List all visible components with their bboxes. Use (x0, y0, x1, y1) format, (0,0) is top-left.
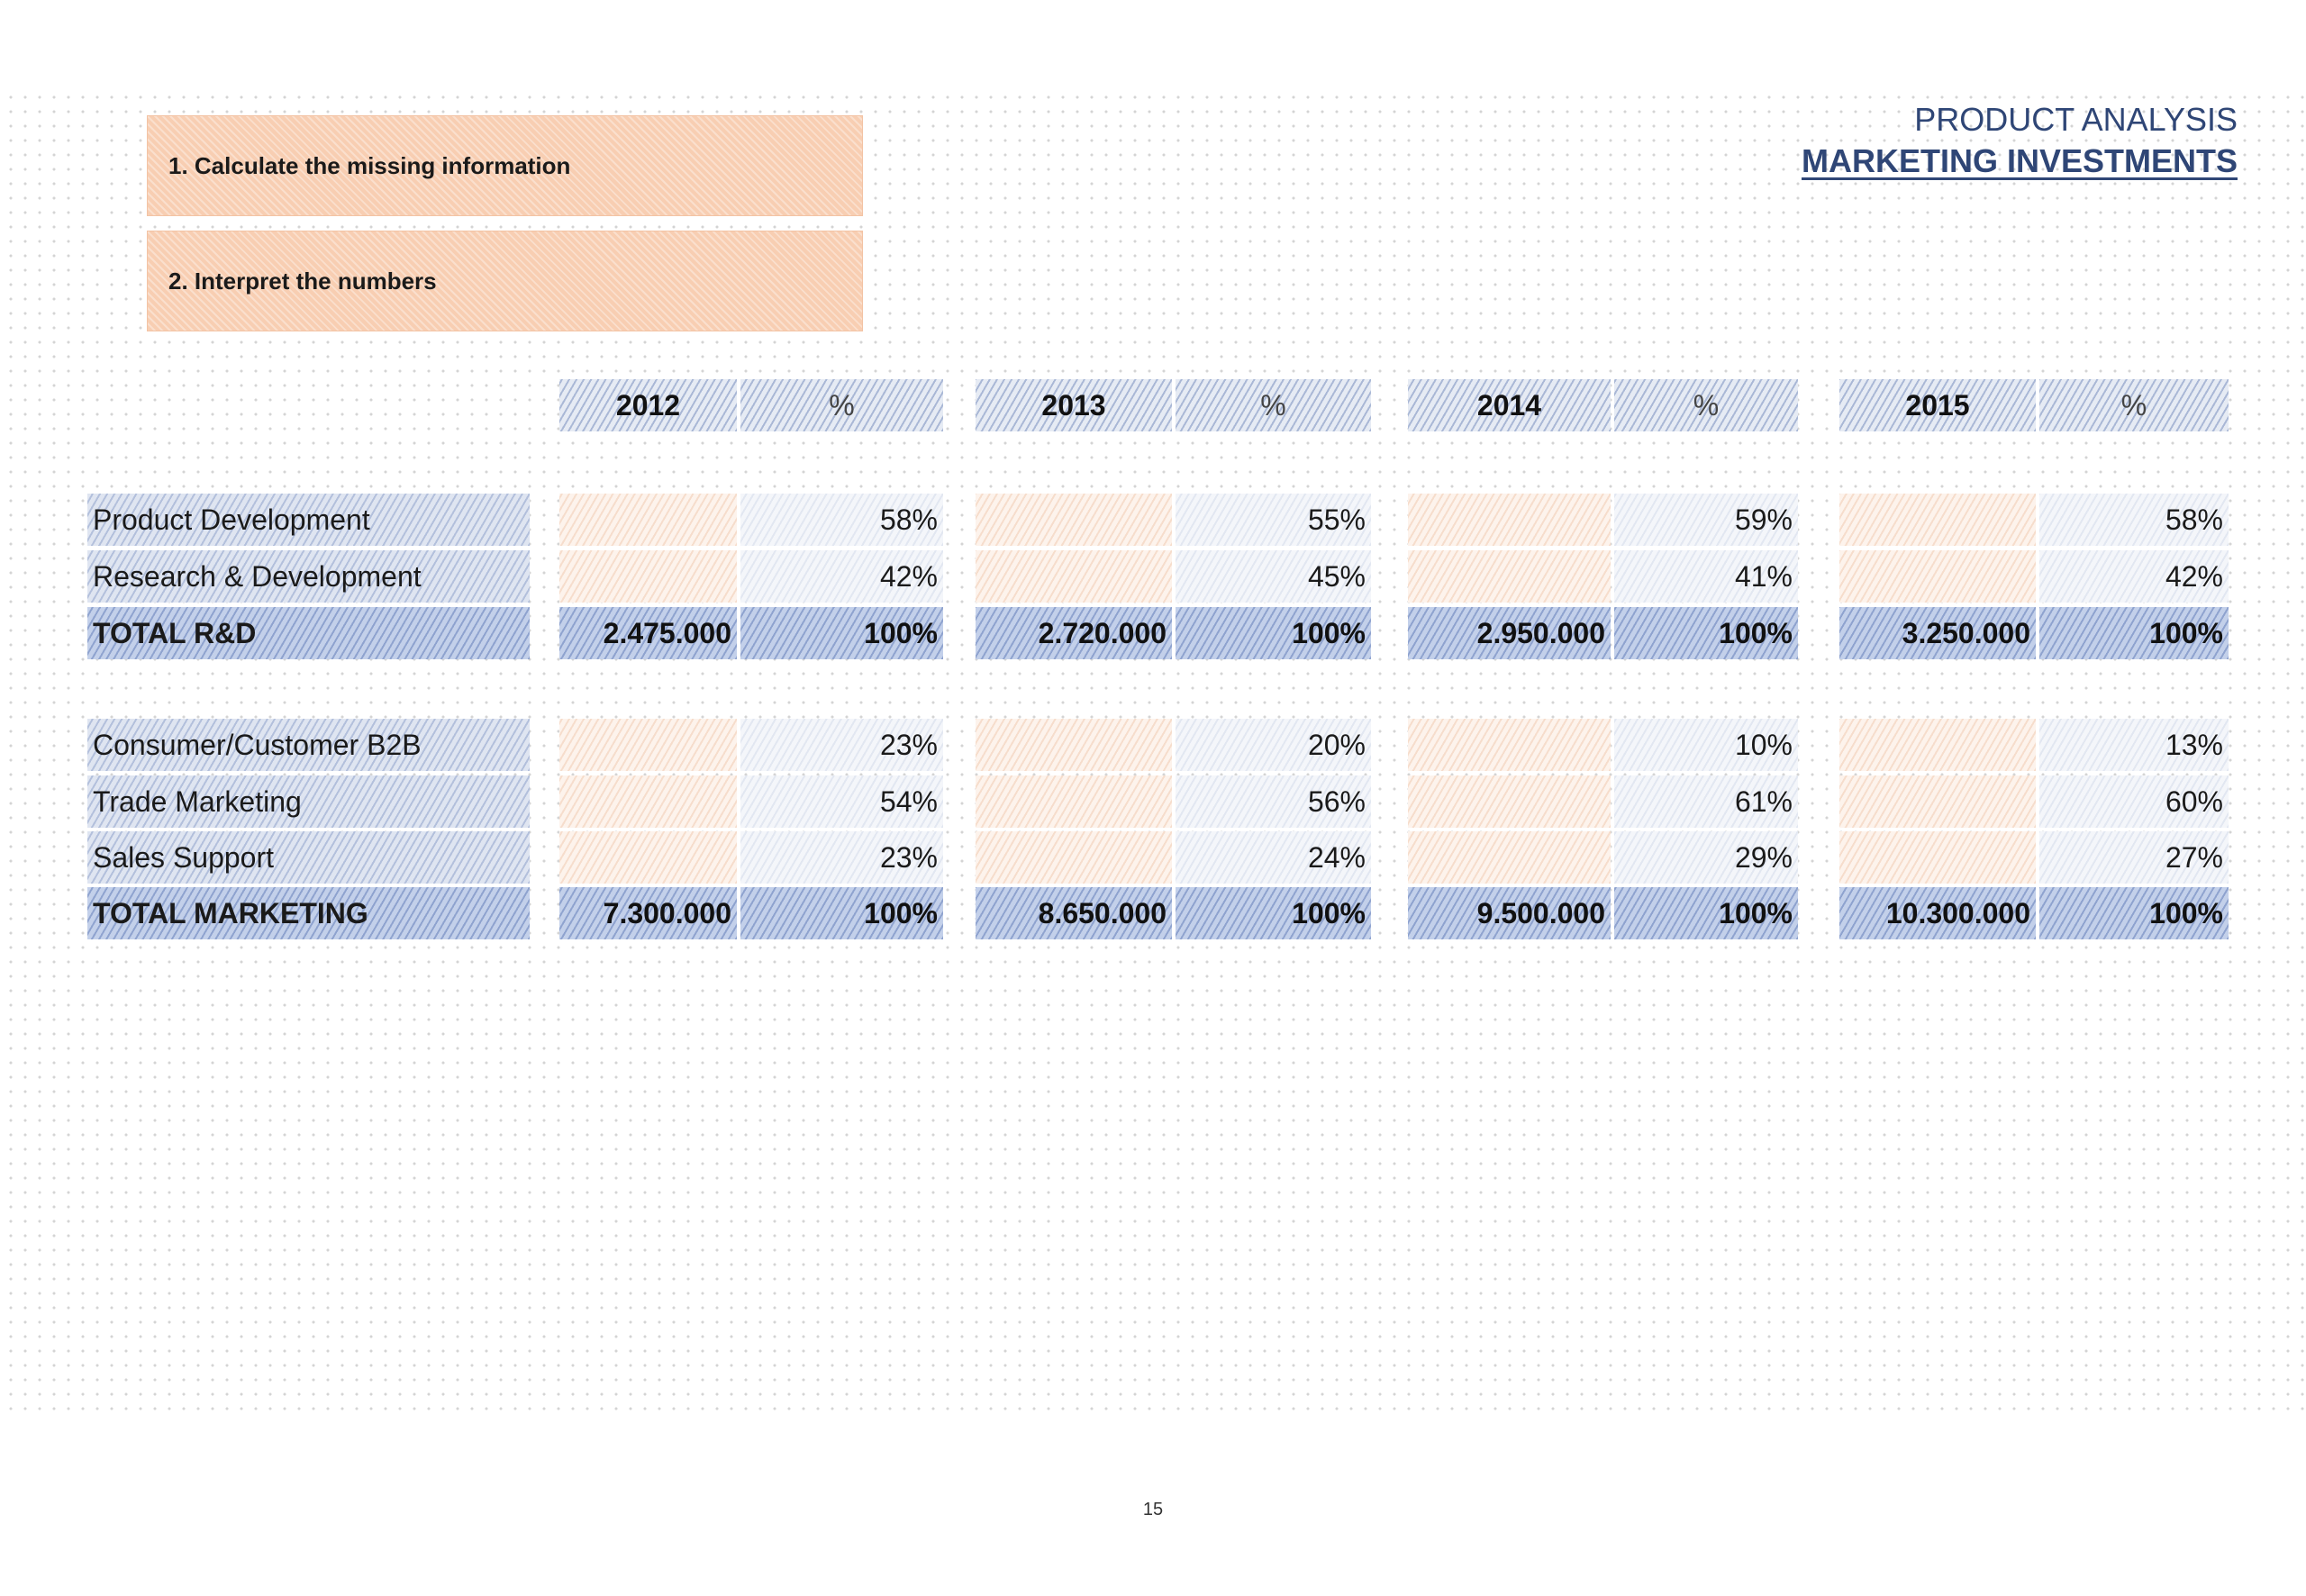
task-2-box (147, 231, 863, 331)
rnd-total-label: TOTAL R&D (87, 607, 530, 659)
marketing-total-value: 8.650.000 (976, 887, 1172, 939)
rnd-total-value: 2.720.000 (976, 607, 1172, 659)
rnd-value-cell (976, 550, 1172, 603)
marketing-value-cell (976, 831, 1172, 884)
marketing-row-label: Trade Marketing (87, 775, 530, 828)
rnd-pct-cell: 41% (1614, 550, 1798, 603)
marketing-pct-cell: 54% (740, 775, 943, 828)
marketing-pct-cell: 27% (2039, 831, 2229, 884)
marketing-value-cell (1839, 775, 2036, 828)
marketing-value-cell (559, 831, 737, 884)
marketing-pct-cell: 20% (1176, 719, 1371, 771)
rnd-value-cell (976, 494, 1172, 546)
rnd-total-value: 2.475.000 (559, 607, 737, 659)
marketing-pct-cell: 23% (740, 719, 943, 771)
task-1-box (147, 115, 863, 216)
rnd-total-value: 3.250.000 (1839, 607, 2036, 659)
rnd-value-cell (1408, 550, 1611, 603)
rnd-value-cell (1839, 550, 2036, 603)
rnd-total-pct: 100% (2039, 607, 2229, 659)
marketing-total-pct: 100% (740, 887, 943, 939)
marketing-total-pct: 100% (2039, 887, 2229, 939)
marketing-pct-cell: 13% (2039, 719, 2229, 771)
rnd-total-pct: 100% (740, 607, 943, 659)
marketing-pct-cell: 61% (1614, 775, 1798, 828)
marketing-row-label: Sales Support (87, 831, 530, 884)
pct-header-3: % (2039, 379, 2229, 431)
rnd-pct-cell: 59% (1614, 494, 1798, 546)
rnd-value-cell (559, 550, 737, 603)
page-subtitle: MARKETING INVESTMENTS (1801, 142, 2238, 179)
task-1-text: 1. Calculate the missing information (168, 151, 571, 179)
marketing-total-pct: 100% (1176, 887, 1371, 939)
marketing-value-cell (1408, 775, 1611, 828)
year-header-0: 2012 (559, 379, 737, 431)
marketing-total-label: TOTAL MARKETING (87, 887, 530, 939)
marketing-value-cell (976, 719, 1172, 771)
marketing-pct-cell: 60% (2039, 775, 2229, 828)
marketing-value-cell (559, 775, 737, 828)
rnd-pct-cell: 55% (1176, 494, 1371, 546)
rnd-row-label: Research & Development (87, 550, 530, 603)
rnd-row-label: Product Development (87, 494, 530, 546)
marketing-pct-cell: 24% (1176, 831, 1371, 884)
marketing-total-value: 9.500.000 (1408, 887, 1611, 939)
pct-header-0: % (740, 379, 943, 431)
marketing-value-cell (559, 719, 737, 771)
rnd-total-pct: 100% (1614, 607, 1798, 659)
marketing-pct-cell: 23% (740, 831, 943, 884)
page-number: 15 (1142, 1500, 1164, 1519)
rnd-value-cell (559, 494, 737, 546)
rnd-total-pct: 100% (1176, 607, 1371, 659)
marketing-pct-cell: 10% (1614, 719, 1798, 771)
rnd-total-value: 2.950.000 (1408, 607, 1611, 659)
year-header-3: 2015 (1839, 379, 2036, 431)
pct-header-2: % (1614, 379, 1798, 431)
marketing-value-cell (1839, 831, 2036, 884)
rnd-value-cell (1408, 494, 1611, 546)
year-header-1: 2013 (976, 379, 1172, 431)
task-2-text: 2. Interpret the numbers (168, 267, 437, 295)
top-margin (0, 0, 2306, 90)
marketing-row-label: Consumer/Customer B2B (87, 719, 530, 771)
marketing-total-pct: 100% (1614, 887, 1798, 939)
pct-header-1: % (1176, 379, 1371, 431)
marketing-value-cell (976, 775, 1172, 828)
marketing-pct-cell: 29% (1614, 831, 1798, 884)
marketing-pct-cell: 56% (1176, 775, 1371, 828)
marketing-total-value: 10.300.000 (1839, 887, 2036, 939)
rnd-pct-cell: 42% (2039, 550, 2229, 603)
marketing-value-cell (1408, 831, 1611, 884)
rnd-pct-cell: 58% (740, 494, 943, 546)
marketing-value-cell (1408, 719, 1611, 771)
rnd-pct-cell: 45% (1176, 550, 1371, 603)
marketing-total-value: 7.300.000 (559, 887, 737, 939)
rnd-value-cell (1839, 494, 2036, 546)
rnd-pct-cell: 42% (740, 550, 943, 603)
year-header-2: 2014 (1408, 379, 1611, 431)
marketing-value-cell (1839, 719, 2036, 771)
page-title: PRODUCT ANALYSIS (1914, 101, 2238, 138)
rnd-pct-cell: 58% (2039, 494, 2229, 546)
